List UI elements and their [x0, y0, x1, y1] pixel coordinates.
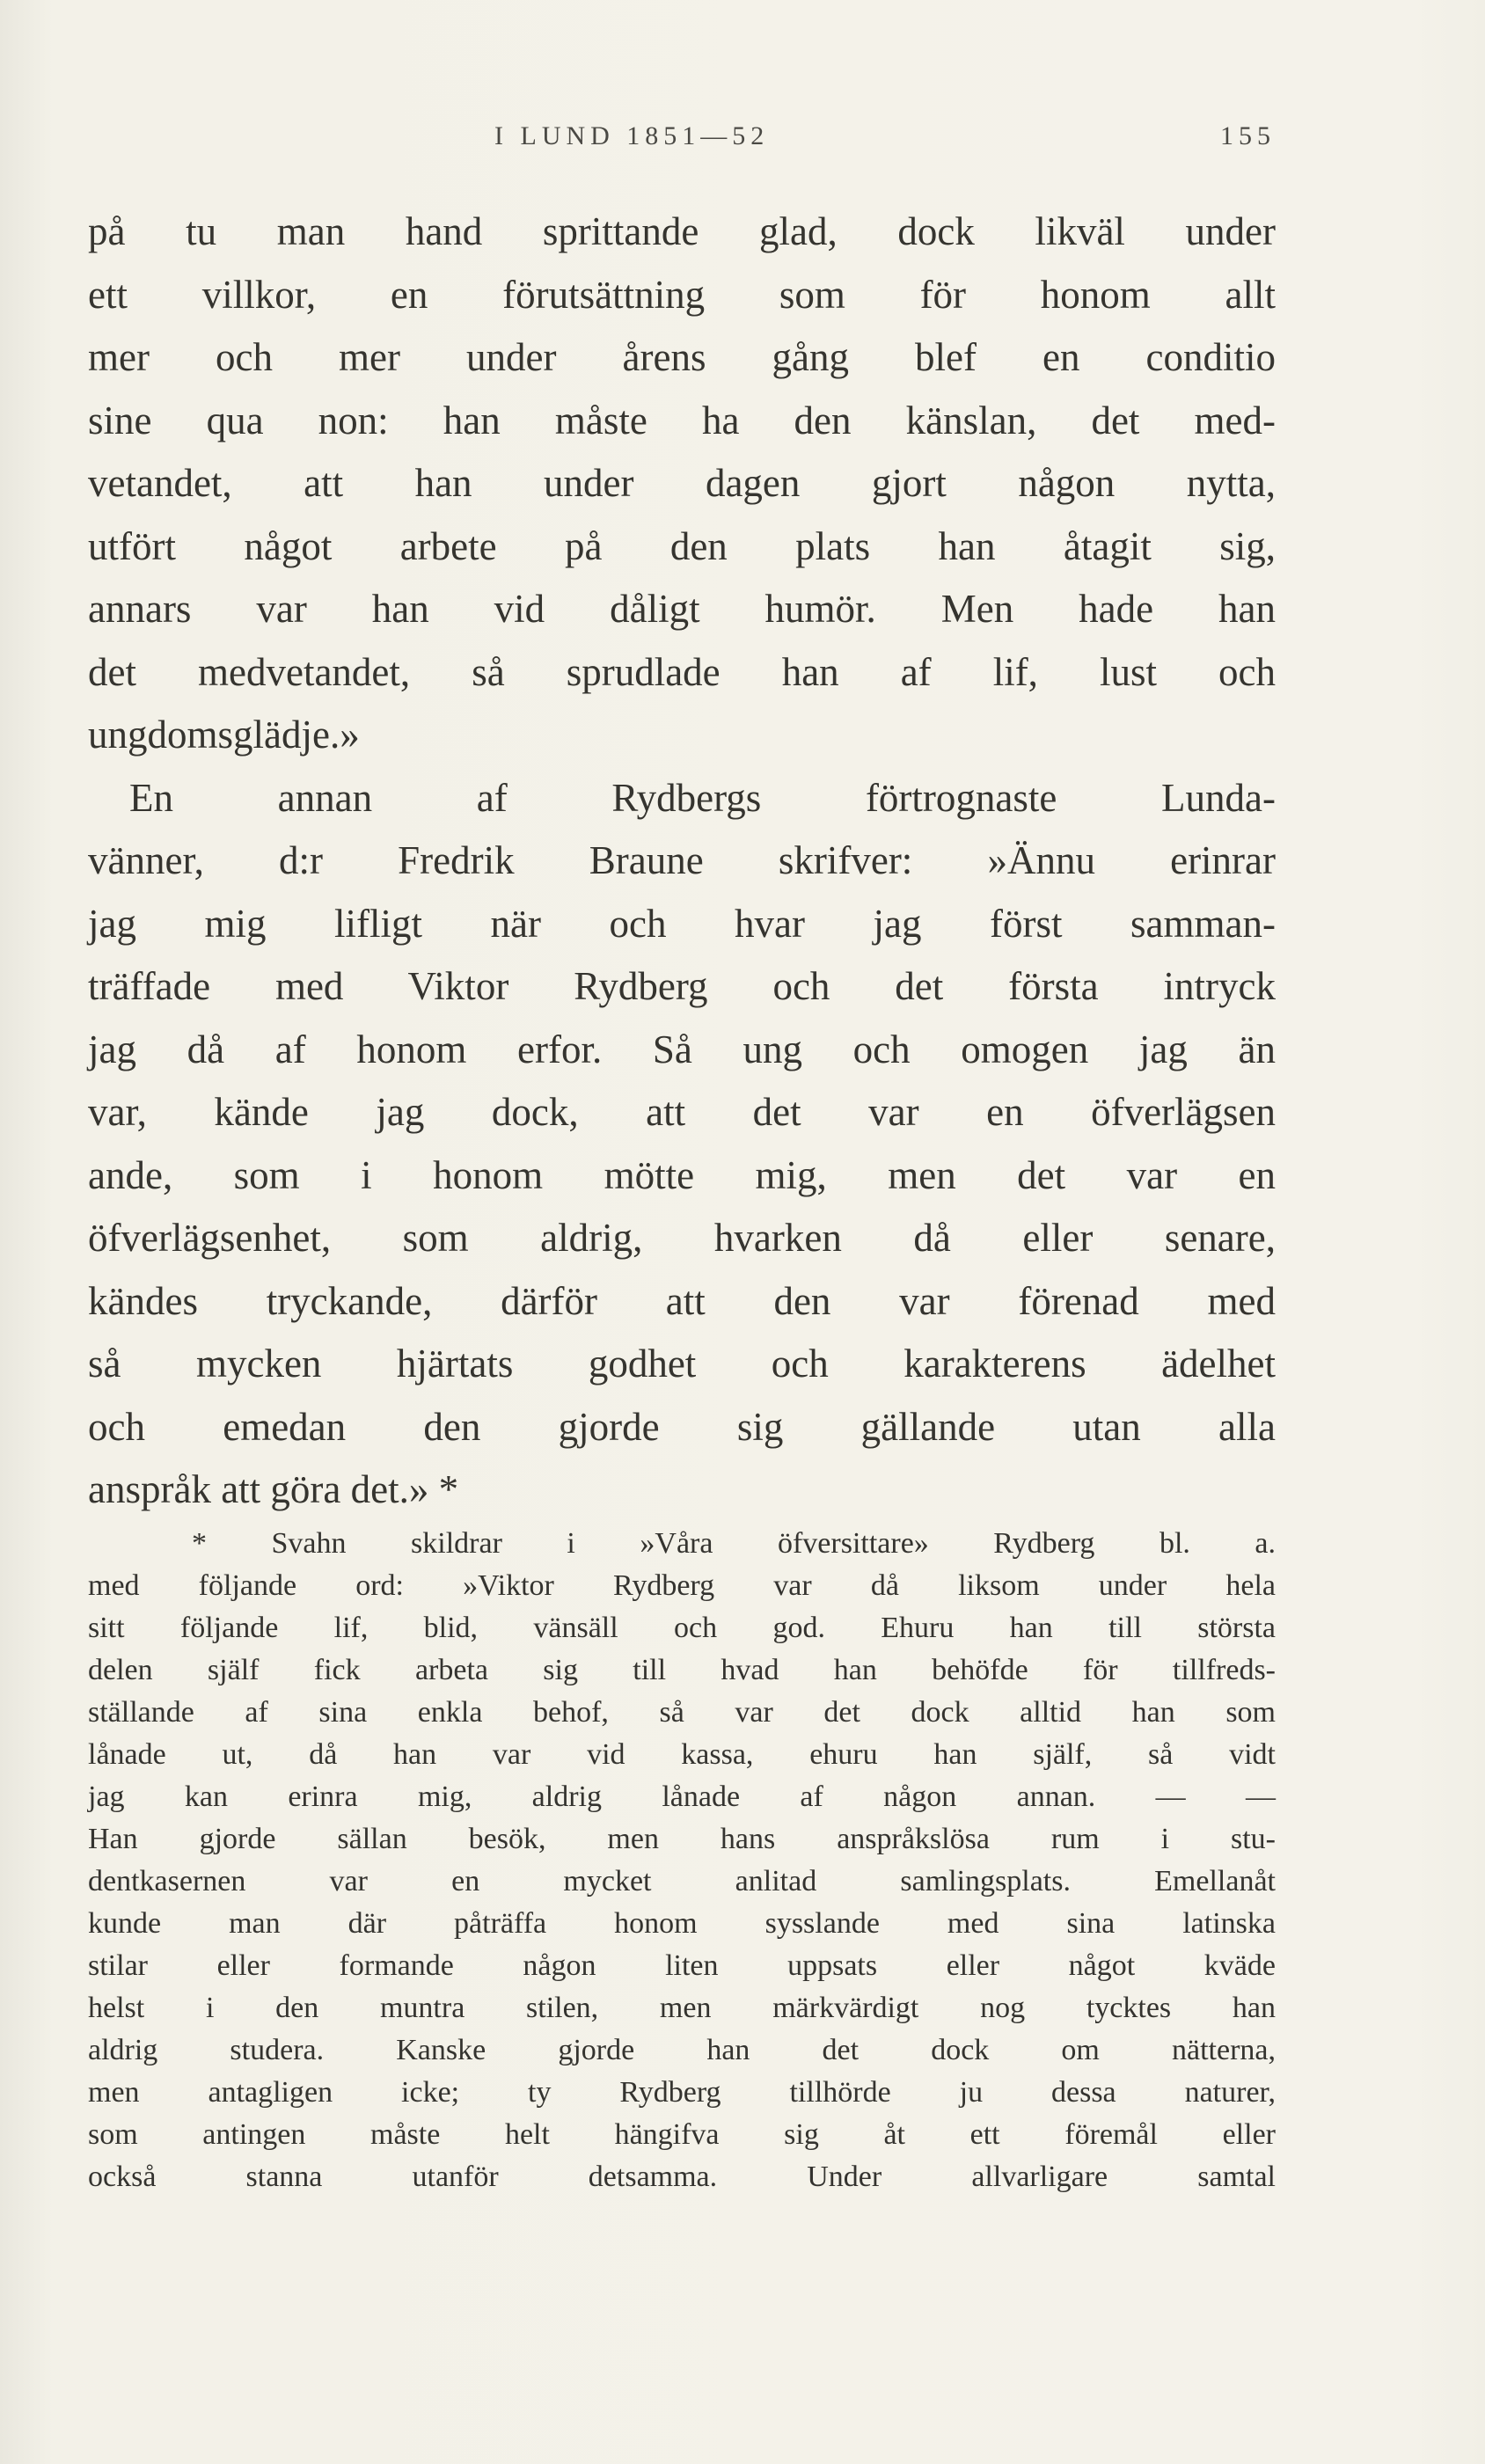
footnote-line: med följande ord: »Viktor Rydberg var då liksom under hela — [88, 1569, 1276, 1602]
footnote-line: stilar eller formande någon liten uppsats eller något kväde — [88, 1949, 1276, 1982]
footnote-line: kunde man där påträffa honom sysslande med sina latinska — [88, 1907, 1276, 1940]
footnote-line: delen själf fick arbeta sig till hvad han behöfde för tillfreds- — [88, 1654, 1276, 1686]
running-head: I LUND 1851—52 — [494, 121, 770, 150]
page-header — [88, 121, 1276, 174]
body-line: och emedan den gjorde sig gällande utan alla — [88, 1404, 1276, 1449]
body-line: ungdomsglädje.» — [88, 713, 360, 757]
page-number: 155 — [1220, 121, 1276, 150]
body-line: så mycken hjärtats godhet och karakterens ädelhet — [88, 1342, 1276, 1386]
body-line: vetandet, att han under dagen gjort någon nytta, — [88, 461, 1276, 505]
footnote-line: * Svahn skildrar i »Våra öfversittare» Rydberg bl. a. — [192, 1527, 1276, 1560]
body-line: mer och mer under årens gång blef en conditio — [88, 335, 1276, 379]
body-line: ett villkor, en förutsättning som för honom allt — [88, 272, 1276, 317]
footnote-line: sitt följande lif, blid, vänsäll och god. Ehuru han till största — [88, 1612, 1276, 1644]
footnote-line: lånade ut, då han var vid kassa, ehuru han själf, så vidt — [88, 1738, 1276, 1771]
body-line: på tu man hand sprittande glad, dock likväl under — [88, 209, 1276, 253]
footnote-line: aldrig studera. Kanske gjorde han det dock om nätterna, — [88, 2034, 1276, 2066]
body-text — [88, 201, 1276, 1522]
body-line: ande, som i honom mötte mig, men det var en — [88, 1152, 1276, 1197]
body-line: sine qua non: han måste ha den känslan, det med- — [88, 398, 1276, 442]
body-line: jag mig lifligt när och hvar jag först samman- — [88, 901, 1276, 946]
body-line: annars var han vid dåligt humör. Men hade han — [88, 587, 1276, 631]
body-line: öfverlägsenhet, som aldrig, hvarken då eller senare, — [88, 1216, 1276, 1260]
footnote — [88, 1523, 1276, 2198]
body-line: träffade med Viktor Rydberg och det första intryck — [88, 964, 1276, 1008]
body-line: anspråk att göra det.» * — [88, 1467, 459, 1511]
body-line: kändes tryckande, därför att den var förenad med — [88, 1278, 1276, 1323]
footnote-line: dentkasernen var en mycket anlitad samlingsplats. Emellanåt — [88, 1865, 1276, 1897]
footnote-line: jag kan erinra mig, aldrig lånade af någon annan. — — — [88, 1780, 1276, 1813]
footnote-line: också stanna utanför detsamma. Under allvarligare samtal — [88, 2161, 1276, 2193]
body-line: det medvetandet, så sprudlade han af lif, lust och — [88, 649, 1276, 694]
footnote-line: men antagligen icke; ty Rydberg tillhörde ju dessa naturer, — [88, 2076, 1276, 2109]
body-line: jag då af honom erfor. Så ung och omogen jag än — [88, 1027, 1276, 1071]
footnote-line: som antingen måste helt hängifva sig åt ett föremål eller — [88, 2118, 1276, 2151]
footnote-line: helst i den muntra stilen, men märkvärdigt nog tycktes han — [88, 1992, 1276, 2024]
footnote-line: ställande af sina enkla behof, så var det dock alltid han som — [88, 1696, 1276, 1729]
footnote-line: Han gjorde sällan besök, men hans anspråkslösa rum i stu- — [88, 1823, 1276, 1855]
body-line: En annan af Rydbergs förtrognaste Lunda- — [129, 775, 1276, 820]
body-line: var, kände jag dock, att det var en öfverlägsen — [88, 1090, 1276, 1134]
body-line: vänner, d:r Fredrik Braune skrifver: »Ännu erinrar — [88, 838, 1276, 882]
body-line: utfört något arbete på den plats han åtagit sig, — [88, 523, 1276, 568]
